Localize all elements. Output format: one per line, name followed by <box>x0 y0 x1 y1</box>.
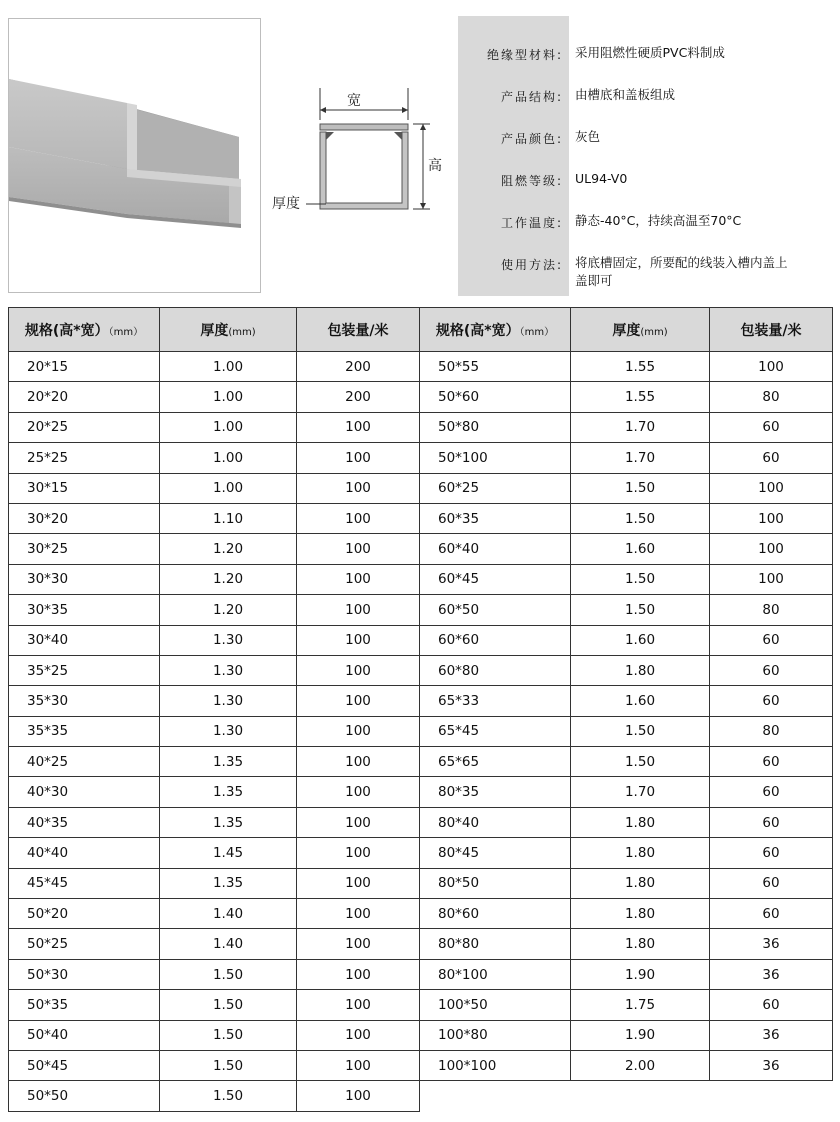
spec-label: 工作温度: <box>500 216 563 230</box>
cell-package: 100 <box>710 534 833 564</box>
cell-package: 60 <box>710 777 833 807</box>
table-row <box>9 1020 833 1050</box>
cell-spec: 50*45 <box>9 1050 160 1080</box>
cell-package: 100 <box>297 625 420 655</box>
header-spec: 规格(高*宽）（mm） <box>9 308 160 352</box>
table-row <box>9 899 833 929</box>
cell-spec: 50*20 <box>9 899 160 929</box>
spec-value: 由槽底和盖板组成 <box>575 87 676 102</box>
cell-spec: 40*25 <box>9 747 160 777</box>
cell-package: 60 <box>710 625 833 655</box>
header-spec: 规格(高*宽）（mm） <box>420 308 571 352</box>
cell-package: 60 <box>710 412 833 442</box>
cell-spec: 50*35 <box>9 990 160 1020</box>
cell-thickness: 1.90 <box>571 959 710 989</box>
cell-spec: 65*65 <box>420 747 571 777</box>
table-header-row <box>9 308 833 352</box>
table-body <box>9 352 833 1112</box>
cell-package: 60 <box>710 655 833 685</box>
cell-thickness: 1.00 <box>160 382 297 412</box>
cell-spec: 35*30 <box>9 686 160 716</box>
cell-spec: 60*35 <box>420 503 571 533</box>
cell-package: 100 <box>297 838 420 868</box>
cell-spec: 20*25 <box>9 412 160 442</box>
cell-spec: 45*45 <box>9 868 160 898</box>
cell-thickness: 1.80 <box>571 929 710 959</box>
cell-spec: 20*15 <box>9 352 160 382</box>
table-row <box>9 1081 833 1111</box>
cell-spec: 50*25 <box>9 929 160 959</box>
cell-package: 100 <box>710 564 833 594</box>
cable-trunking-photo <box>9 19 261 293</box>
cell-thickness: 1.30 <box>160 655 297 685</box>
cell-package: 100 <box>297 747 420 777</box>
cell-thickness: 1.00 <box>160 412 297 442</box>
cell-spec: 65*45 <box>420 716 571 746</box>
cell-package: 100 <box>297 473 420 503</box>
cell-package: 60 <box>710 838 833 868</box>
cell-thickness: 1.00 <box>160 473 297 503</box>
cell-thickness: 1.70 <box>571 777 710 807</box>
cell-thickness: 1.50 <box>571 473 710 503</box>
cell-spec: 50*50 <box>9 1081 160 1111</box>
cell-package: 100 <box>297 443 420 473</box>
cell-package: 100 <box>710 473 833 503</box>
cell-spec: 30*20 <box>9 503 160 533</box>
spec-label: 产品结构: <box>500 90 563 104</box>
table-row <box>9 473 833 503</box>
cell-thickness: 2.00 <box>571 1050 710 1080</box>
cell-spec: 80*80 <box>420 929 571 959</box>
cell-package: 100 <box>297 1020 420 1050</box>
spec-label: 阻燃等级: <box>500 174 563 188</box>
cell-package: 36 <box>710 929 833 959</box>
cell-package: 60 <box>710 868 833 898</box>
cell-spec: 100*50 <box>420 990 571 1020</box>
table-row <box>9 655 833 685</box>
cell-package: 60 <box>710 807 833 837</box>
cell-thickness: 1.80 <box>571 899 710 929</box>
table-row <box>9 777 833 807</box>
cell-thickness: 1.50 <box>571 716 710 746</box>
cell-spec: 40*35 <box>9 807 160 837</box>
cell-spec: 40*40 <box>9 838 160 868</box>
cell-package: 80 <box>710 716 833 746</box>
cell-spec: 80*60 <box>420 899 571 929</box>
table-row <box>9 1050 833 1080</box>
cell-thickness: 1.35 <box>160 747 297 777</box>
cell-package: 100 <box>297 1050 420 1080</box>
table-row <box>9 503 833 533</box>
cell-thickness: 1.40 <box>160 929 297 959</box>
cell-spec: 80*45 <box>420 838 571 868</box>
cell-spec: 50*40 <box>9 1020 160 1050</box>
cell-spec: 65*33 <box>420 686 571 716</box>
cell-package: 100 <box>297 777 420 807</box>
cell-spec: 60*50 <box>420 595 571 625</box>
cell-thickness: 1.50 <box>160 1050 297 1080</box>
cell-package: 100 <box>297 899 420 929</box>
cell-thickness: 1.75 <box>571 990 710 1020</box>
spec-label: 产品颜色: <box>500 132 563 146</box>
spec-value: 静态-40°C，持续高温至70°C <box>575 213 742 228</box>
cell-thickness: 1.50 <box>571 503 710 533</box>
cell-spec: 40*30 <box>9 777 160 807</box>
spec-value: UL94-V0 <box>575 171 628 186</box>
cell-spec: 50*60 <box>420 382 571 412</box>
spec-label: 绝缘型材料: <box>486 48 563 62</box>
cell-package: 100 <box>710 503 833 533</box>
cell-package: 100 <box>297 503 420 533</box>
cell-thickness: 1.35 <box>160 868 297 898</box>
cell-spec: 35*25 <box>9 655 160 685</box>
table-row <box>9 747 833 777</box>
table-row <box>9 382 833 412</box>
table-row <box>9 412 833 442</box>
cell-thickness: 1.55 <box>571 382 710 412</box>
cell-thickness: 1.70 <box>571 412 710 442</box>
cell-spec: 50*55 <box>420 352 571 382</box>
cell-package: 60 <box>710 686 833 716</box>
cell-spec: 30*30 <box>9 564 160 594</box>
header-thickness: 厚度(mm) <box>571 308 710 352</box>
cell-spec: 30*35 <box>9 595 160 625</box>
cell-spec: 100*100 <box>420 1050 571 1080</box>
cell-thickness: 1.70 <box>571 443 710 473</box>
cell-thickness: 1.60 <box>571 625 710 655</box>
spec-value: 灰色 <box>575 129 601 144</box>
cell-thickness: 1.20 <box>160 595 297 625</box>
cell-spec: 80*40 <box>420 807 571 837</box>
cell-thickness: 1.50 <box>160 1020 297 1050</box>
cell-thickness: 1.60 <box>571 534 710 564</box>
cell-spec: 60*80 <box>420 655 571 685</box>
cell-thickness: 1.00 <box>160 443 297 473</box>
cell-thickness: 1.10 <box>160 503 297 533</box>
cell-thickness: 1.50 <box>160 1081 297 1111</box>
cell-spec: 60*45 <box>420 564 571 594</box>
cell-thickness: 1.45 <box>160 838 297 868</box>
cell-package: 100 <box>297 959 420 989</box>
cell-thickness: 1.30 <box>160 686 297 716</box>
cell-package: 100 <box>297 534 420 564</box>
cell-package: 100 <box>297 716 420 746</box>
cell-thickness: 1.80 <box>571 838 710 868</box>
cell-spec: 80*50 <box>420 868 571 898</box>
cell-spec: 60*60 <box>420 625 571 655</box>
cell-package: 100 <box>297 564 420 594</box>
cell-package: 60 <box>710 899 833 929</box>
cell-thickness: 1.50 <box>571 747 710 777</box>
cell-spec: 35*35 <box>9 716 160 746</box>
spec-value: 将底槽固定，所要配的线装入槽内盖上盖即可 <box>575 255 788 288</box>
header-thickness: 厚度(mm) <box>160 308 297 352</box>
cell-spec: 50*80 <box>420 412 571 442</box>
cell-thickness: 1.20 <box>160 564 297 594</box>
product-photo <box>8 18 261 293</box>
spec-panel <box>458 16 832 296</box>
cell-package: 36 <box>710 959 833 989</box>
cell-package: 60 <box>710 747 833 777</box>
cell-package: 36 <box>710 1020 833 1050</box>
cell-thickness: 1.50 <box>160 990 297 1020</box>
cell-package: 100 <box>297 686 420 716</box>
cell-package: 100 <box>297 929 420 959</box>
cell-thickness: 1.90 <box>571 1020 710 1050</box>
table-row <box>9 959 833 989</box>
cell-package: 100 <box>297 868 420 898</box>
size-table <box>8 307 833 1112</box>
empty-cell <box>420 1081 833 1111</box>
table-row <box>9 868 833 898</box>
spec-value: 采用阻燃性硬质PVC料制成 <box>575 45 725 60</box>
cell-spec: 80*100 <box>420 959 571 989</box>
cell-thickness: 1.35 <box>160 807 297 837</box>
cell-package: 100 <box>710 352 833 382</box>
cell-spec: 60*25 <box>420 473 571 503</box>
cell-package: 60 <box>710 443 833 473</box>
cell-package: 200 <box>297 352 420 382</box>
cell-spec: 30*40 <box>9 625 160 655</box>
height-label: 高 <box>428 158 442 174</box>
table-row <box>9 443 833 473</box>
cell-package: 36 <box>710 1050 833 1080</box>
thickness-label: 厚度 <box>272 196 300 212</box>
width-label: 宽 <box>347 93 361 109</box>
table-row <box>9 990 833 1020</box>
spec-label: 使用方法: <box>500 258 563 272</box>
cell-thickness: 1.40 <box>160 899 297 929</box>
cell-package: 100 <box>297 807 420 837</box>
cell-package: 80 <box>710 382 833 412</box>
cell-spec: 100*80 <box>420 1020 571 1050</box>
cell-thickness: 1.80 <box>571 655 710 685</box>
cell-spec: 20*20 <box>9 382 160 412</box>
cell-spec: 50*30 <box>9 959 160 989</box>
cell-thickness: 1.80 <box>571 868 710 898</box>
cell-thickness: 1.60 <box>571 686 710 716</box>
header-package: 包装量/米 <box>710 308 833 352</box>
cell-spec: 30*15 <box>9 473 160 503</box>
cross-section-diagram <box>268 80 448 225</box>
cell-thickness: 1.20 <box>160 534 297 564</box>
table-row <box>9 838 833 868</box>
table-row <box>9 807 833 837</box>
table-row <box>9 352 833 382</box>
cell-thickness: 1.30 <box>160 625 297 655</box>
cell-thickness: 1.50 <box>571 564 710 594</box>
cell-package: 100 <box>297 595 420 625</box>
table-row <box>9 686 833 716</box>
cell-thickness: 1.80 <box>571 807 710 837</box>
cell-package: 100 <box>297 990 420 1020</box>
table-row <box>9 716 833 746</box>
cell-thickness: 1.50 <box>571 595 710 625</box>
table-row <box>9 564 833 594</box>
cell-thickness: 1.50 <box>160 959 297 989</box>
cell-spec: 25*25 <box>9 443 160 473</box>
cell-package: 100 <box>297 1081 420 1111</box>
cell-package: 60 <box>710 990 833 1020</box>
cell-thickness: 1.00 <box>160 352 297 382</box>
cell-package: 100 <box>297 412 420 442</box>
cell-spec: 80*35 <box>420 777 571 807</box>
cell-thickness: 1.35 <box>160 777 297 807</box>
cell-package: 80 <box>710 595 833 625</box>
table-row <box>9 595 833 625</box>
cell-package: 100 <box>297 655 420 685</box>
header-package: 包装量/米 <box>297 308 420 352</box>
table-row <box>9 534 833 564</box>
cell-thickness: 1.55 <box>571 352 710 382</box>
cell-spec: 30*25 <box>9 534 160 564</box>
cell-spec: 60*40 <box>420 534 571 564</box>
table-row <box>9 929 833 959</box>
cell-spec: 50*100 <box>420 443 571 473</box>
cell-thickness: 1.30 <box>160 716 297 746</box>
cell-package: 200 <box>297 382 420 412</box>
table-row <box>9 625 833 655</box>
